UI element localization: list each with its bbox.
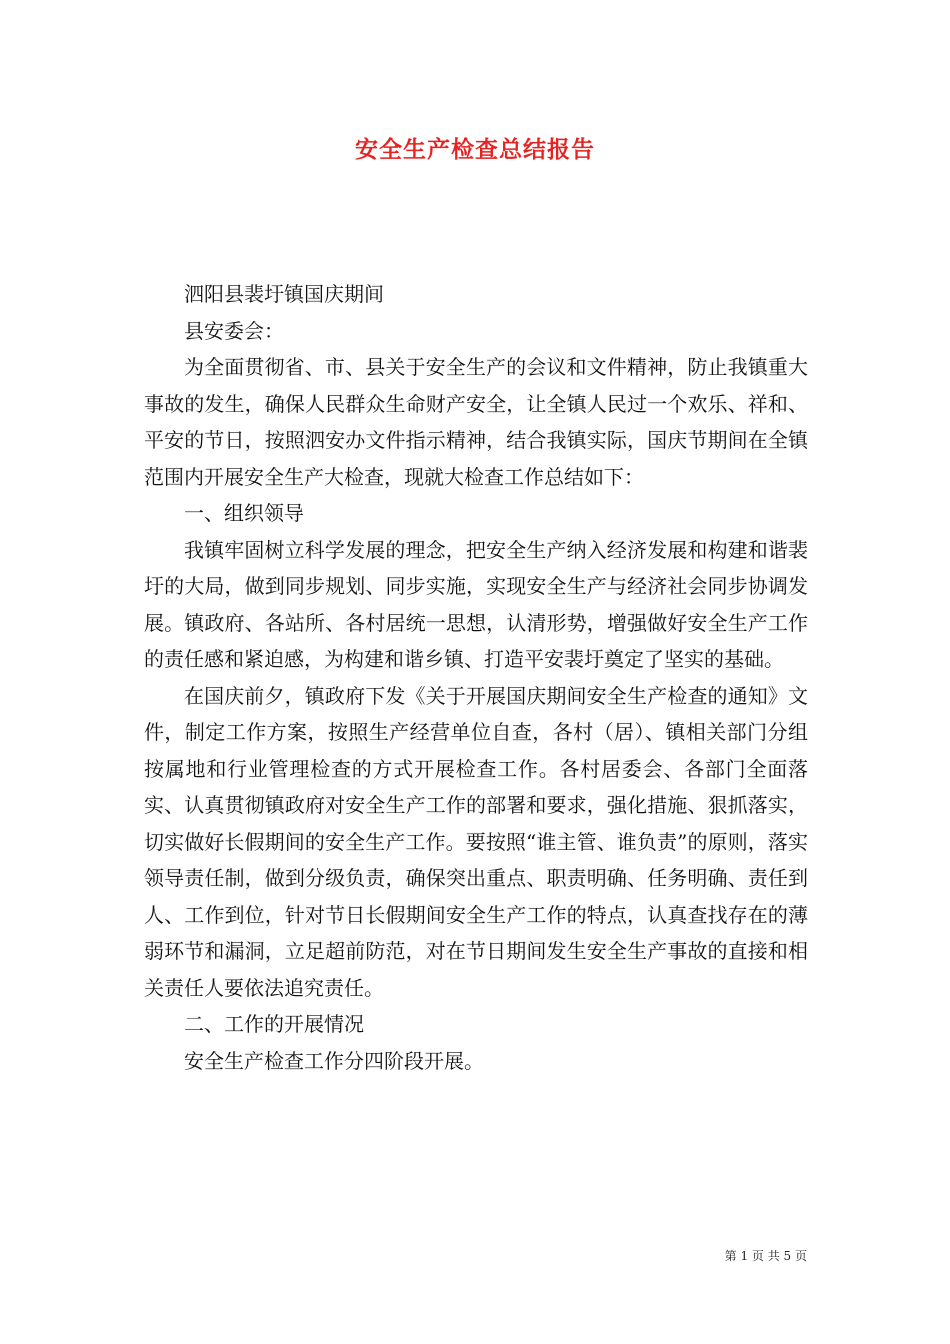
section-heading-progress: 二、工作的开展情况 [184,1012,364,1036]
paragraph-notice: 在国庆前夕，镇政府下发《关于开展国庆期间安全生产检查的通知》文件，制定工作方案，按照生产经营单位自查，各村（居）、镇相关部门分组按属地和行业管理检查的方式开展检查工作。各村居委会、各部门全面落实、认真贯彻镇政府对安全生产工作的部署和要求，强化措施、狠抓落实，切实做好长假期间的安全生产工作。要按照“谁主管、谁负责”的原则，落实领导责任制，做到分级负责，确保突出重点、职责明确、任务明确、责任到人、工作到位，针对节日长假期间安全生产工作的特点，认真查找存在的薄弱环节和漏洞，立足超前防范，对在节日期间发生安全生产事故的直接和相关责任人要依法追究责任。 [144,683,808,1000]
document-title: 安全生产检查总结报告 [355,136,595,163]
paragraph-phases: 安全生产检查工作分四阶段开展。 [184,1048,484,1073]
paragraph-location: 泗阳县裴圩镇国庆期间 [184,282,384,306]
page-number: 第 1 页 共 5 页 [724,1249,807,1263]
paragraph-intro: 为全面贯彻省、市、县关于安全生产的会议和文件精神，防止我镇重大事故的发生，确保人民群众生命财产安全，让全镇人民过一个欢乐、祥和、平安的节日，按照泗安办文件指示精神，结合我镇实际，国庆节期间在全镇范围内开展安全生产大检查，现就大检查工作总结如下： [144,355,808,489]
paragraph-recipient: 县安委会： [184,318,284,343]
paragraph-organization: 我镇牢固树立科学发展的理念，把安全生产纳入经济发展和构建和谐裴圩的大局，做到同步规划、同步实施，实现安全生产与经济社会同步协调发展。镇政府、各站所、各村居统一思想，认清形势，增强做好安全生产工作的责任感和紧迫感，为构建和谐乡镇、打造平安裴圩奠定了坚实的基础。 [144,537,808,671]
section-heading-organization: 一、组织领导 [184,501,304,525]
document-body [144,276,808,1079]
